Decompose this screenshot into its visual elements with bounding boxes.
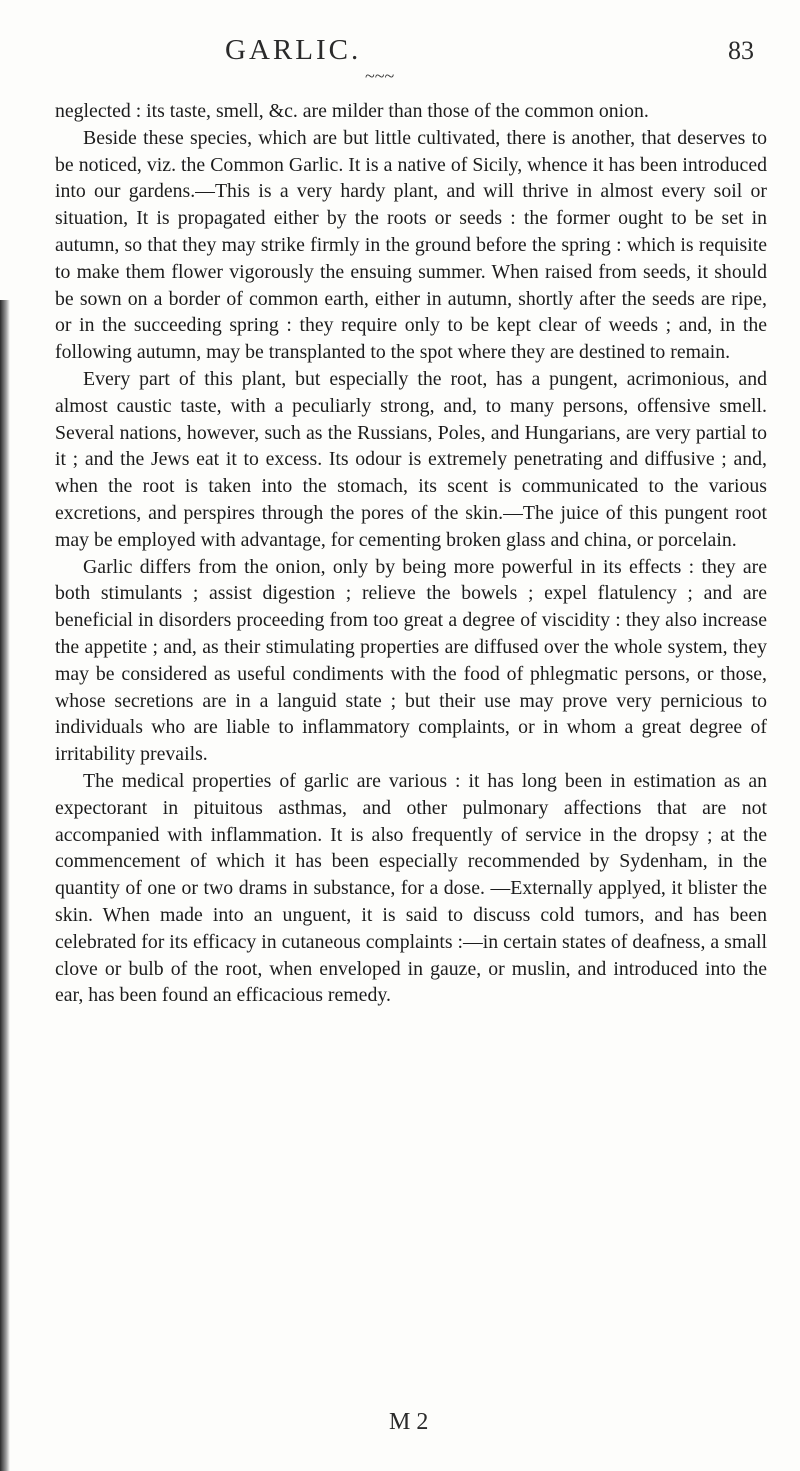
paragraph-effects: Garlic differs from the onion, only by being more powerful in its effects : they are both stimulants ; assist digestion ; relieve the bowels ; expel flatulency ; and are beneficial in disorders proceeding from too great a degree of viscidity : they also increase the appetite ; and, as their stimulating properties are diffused over the whole system, they may be considered as useful condiments with the food of phlegmatic persons, or those, whose secretions are in a languid state ; but their use may prove very pernicious to individuals who are liable to inflammatory complaints, or in whom a great degree of irritability prevails. — [55, 555, 767, 766]
running-title: GARLIC. — [225, 34, 362, 66]
signature-mark: M 2 — [389, 1409, 429, 1435]
header-ornament: ~~~ — [365, 66, 395, 86]
paragraph-common-garlic: Beside these species, which are but little cultivated, there is another, that deserves to be noticed, viz. the Common Garlic. It is a native of Sicily, whence it has been introduced into our gardens.—This is a very hardy plant, and will thrive in almost every soil or situation, It is propagated either by the roots or seeds : the former ought to be set in autumn, so that they may strike firmly in the ground before the spring : which is requisite to make them flower vigorously the ensuing summer. When raised from seeds, it should be sown on a border of common earth, either in autumn, shortly after the seeds are ripe, or in the succeeding spring : they require only to be kept clear of weeds ; and, in the following autumn, may be transplanted to the spot where they are destined to remain. — [55, 126, 767, 364]
page-header — [0, 34, 800, 74]
paragraph-taste-smell: Every part of this plant, but especially the root, has a pungent, acrimonious, and almost caustic taste, with a peculiarly strong, and, to many persons, offensive smell. Several nations, however, such as the Russians, Poles, and Hungarians, are very partial to it ; and the Jews eat it to excess. Its odour is extremely penetrating and diffusive ; and, when the root is taken into the stomach, its scent is communicated to the various excretions, and perspires through the pores of the skin.—The juice of this pungent root may be employed with advantage, for cementing broken glass and china, or porcelain. — [55, 367, 767, 551]
body-text — [55, 98, 767, 1009]
page-number: 83 — [728, 36, 754, 65]
binding-shadow — [0, 300, 10, 1471]
paragraph-continuation: neglected : its taste, smell, &c. are milder than those of the common onion. — [55, 100, 649, 122]
paragraph-medical-properties: The medical properties of garlic are various : it has long been in estimation as an expectorant in pituitous asthmas, and other pulmonary affections that are not accompanied with inflammation. It is also frequently of service in the dropsy ; at the commencement of which it has been especially recommended by Sydenham, in the quantity of one or two drams in substance, for a dose. —Externally applyed, it blister the skin. When made into an unguent, it is said to discuss cold tumors, and has been celebrated for its efficacy in cutaneous complaints :—in certain states of deafness, a small clove or bulb of the root, when enveloped in gauze, or muslin, and introduced into the ear, has been found an efficacious remedy. — [55, 769, 767, 1007]
